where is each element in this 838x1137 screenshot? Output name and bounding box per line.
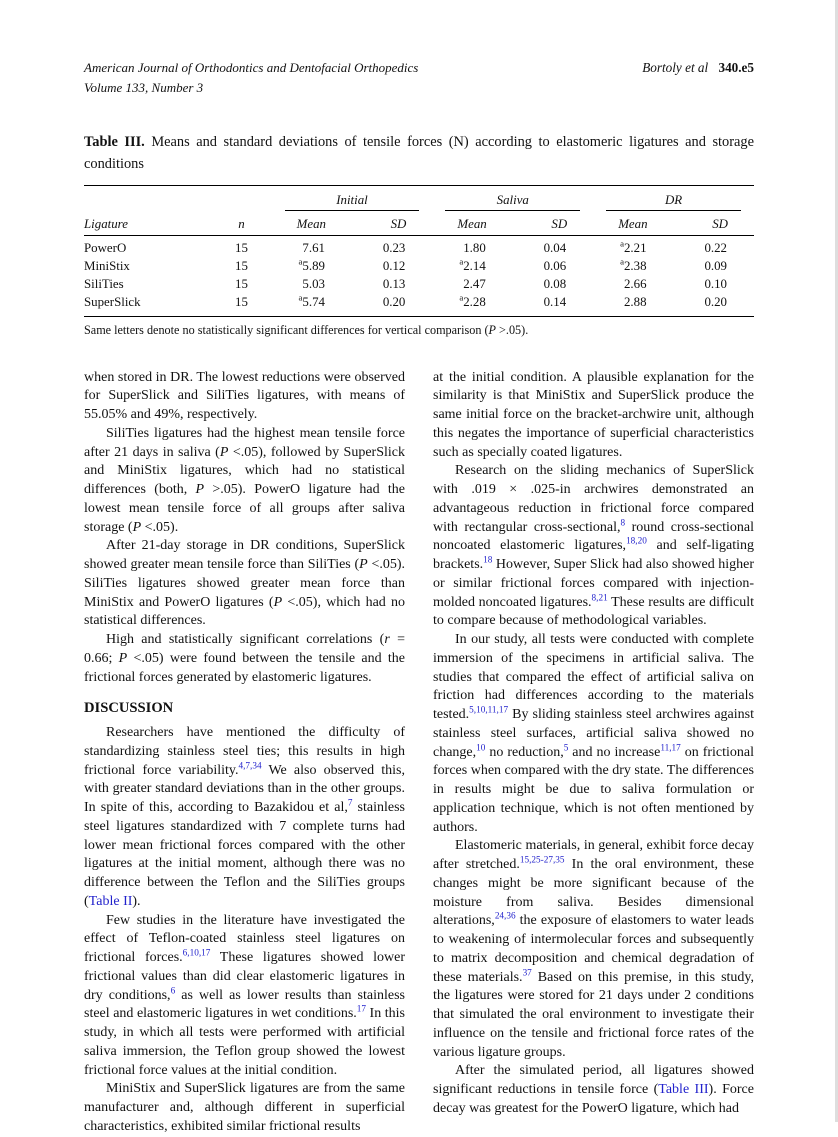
page-number: 340.e5 (718, 60, 754, 75)
value-cell: $^a$2.38 (620, 256, 647, 273)
citation-link[interactable]: 24,36 (494, 910, 516, 921)
value-cell: 0.08 (543, 276, 567, 291)
table-group-header-row (84, 185, 754, 212)
col-header-mean-dr: Mean (593, 212, 673, 236)
statistic-symbol: P (219, 444, 229, 460)
table-iii (84, 185, 754, 317)
sample-size-cell: 15 (235, 276, 248, 291)
value-cell: 0.20 (382, 294, 406, 309)
body-column-right (433, 369, 754, 1137)
significance-letter: a (620, 238, 624, 249)
significance-letter: a (298, 256, 303, 267)
citation-link[interactable]: 4,7,34 (238, 759, 262, 770)
statistic-symbol: P (132, 519, 142, 535)
paragraph: High and statistically significant correlations (r = 0.66; P <.05) were found between the tensile and the frictional forces generated by elastomeric ligatures. (84, 632, 405, 685)
table-crossref-link[interactable]: Table III (658, 1082, 709, 1098)
group-saliva (432, 185, 593, 212)
section-heading: DISCUSSION (84, 700, 174, 717)
value-cell: 0.06 (543, 258, 567, 273)
table-row (84, 293, 754, 316)
paragraph: SiliTies ligatures had the highest mean tensile force after 21 days in saliva (P <.05), followed by SuperSlick and MiniStix ligatures, which had no statistical differences (both, P >.05). PowerO ligature had the lowest mean tensile force of all groups after saliva storage (P <.05). (84, 425, 406, 535)
paragraph: MiniStix and SuperSlick ligatures are from the same manufacturer and, although different in superficial characteristics, exhibited similar frictional results (84, 1081, 405, 1134)
group-dr-label: DR (606, 193, 741, 211)
citation-link[interactable]: 8,21 (591, 592, 608, 603)
sample-size-cell: 15 (235, 258, 248, 273)
col-header-mean-initial: Mean (272, 212, 352, 236)
sample-size-cell: 15 (235, 240, 248, 255)
group-initial-label: Initial (285, 193, 420, 211)
significance-letter: a (620, 256, 624, 267)
table-footnote: Same letters denote no statistically significant differences for vertical comparison (P >.05). (84, 322, 529, 337)
value-cell: 0.22 (704, 240, 727, 255)
ligature-name-cell: MiniStix (84, 258, 130, 273)
table-crossref-link[interactable]: Table II (88, 893, 133, 909)
citation-link[interactable]: 5 (563, 742, 569, 753)
group-initial (272, 185, 433, 212)
ligature-name-cell: PowerO (84, 240, 127, 255)
table-row (84, 257, 754, 275)
significance-letter: a (459, 292, 464, 303)
journal-title: American Journal of Orthodontics and Dentofacial Orthopedics (84, 60, 419, 75)
table-row (84, 275, 754, 293)
ligature-name-cell: SuperSlick (84, 294, 141, 309)
paragraph: Research on the sliding mechanics of SuperSlick with .019 × .025-in archwires demonstrated an advantageous reduction in frictional force compared with rectangular cross-sectional,$^8$ round cross-sectional noncoated elastomeric ligatures,$^{18,20}$ and self-ligating brackets.$^{18}$ However, Super Slick had also showed higher or similar frictional forces compared with injection-molded noncoated ligatures.$^{8,21}$ These results are difficult to compare because of methodological variables. (433, 463, 754, 629)
running-authors: Bortoly et al (642, 60, 709, 75)
col-header-ligature: Ligature (84, 212, 211, 236)
citation-link[interactable]: 7 (347, 797, 353, 808)
paragraph: Researchers have mentioned the difficulty of standardizing stainless steel ties; this results in high frictional force variability.$^{4,7,34}$ We also observed this, with greater standard deviations than in the other groups. In spite of this, according to Bazakidou et al,$^7$ stainless steel ligatures standardized with 7 complete turns had lower mean frictional forces compared with the other ligatures at the initial moment, although there was no difference between the Teflon and the SiliTies groups (Table II). (84, 725, 405, 909)
significance-letter: a (298, 292, 303, 303)
value-cell: 7.61 (302, 240, 325, 255)
journal-info (84, 58, 418, 97)
paragraph: After the simulated period, all ligatures showed significant reductions in tensile force (Table III). Force decay was greatest for the PowerO ligature, which had (433, 1063, 754, 1116)
statistic-symbol: r (384, 632, 390, 648)
value-cell: 2.88 (623, 294, 647, 309)
value-cell: $^a$2.14 (459, 256, 486, 273)
value-cell: 0.10 (704, 276, 727, 291)
citation-link[interactable]: 6,10,17 (182, 947, 211, 958)
citation-link[interactable]: 37 (522, 967, 532, 978)
value-cell: 5.03 (302, 276, 325, 291)
value-cell: 0.13 (382, 276, 406, 291)
body-columns (84, 369, 754, 1137)
value-cell: $^a$2.28 (459, 292, 486, 309)
paragraph: when stored in DR. The lowest reductions were observed for SuperSlick and SiliTies ligatures, with means of 55.05% and 49%, respectively. (84, 369, 405, 423)
col-header-sd-dr: SD (674, 212, 754, 236)
statistic-symbol: P (359, 557, 368, 573)
value-cell: $^a$5.89 (298, 256, 325, 273)
citation-link[interactable]: 6 (170, 984, 176, 995)
paragraph: After 21-day storage in DR conditions, SuperSlick showed greater mean tensile force than SiliTies (P <.05). SiliTies ligatures showed greater mean force than MiniStix and PowerO ligatures (P <.05), which had no statistical differences. (84, 538, 406, 629)
value-cell: 2.47 (463, 276, 486, 291)
value-cell: 0.20 (704, 294, 727, 309)
value-cell: 0.04 (543, 240, 567, 255)
statistic-symbol: P (195, 482, 205, 498)
citation-link[interactable]: 18,20 (626, 535, 647, 546)
table-row (84, 235, 754, 257)
paragraph: In our study, all tests were conducted with complete immersion of the specimens in artificial saliva. The studies that compared the effect of artificial saliva on friction had differences according to the materials tested.$^{5,10,11,17}$ By sliding stainless steel archwires against stainless steel surfaces, artificial saliva showed no change,$^{10}$ no reduction,$^5$ and no increase$^{11,17}$ on frictional forces when compared with the dry state. The differences in results might be due to saliva formulation or application technique, which is not often mentioned by authors. (433, 632, 754, 835)
paragraph: Few studies in the literature have investigated the effect of Teflon-coated stainless steel ligatures on frictional forces.$^{6,10,17}$ These ligatures showed lower frictional values than did clear elastomeric ligatures in dry conditions,$^6$ as well as lower results than stainless steel and elastomeric ligatures in wet conditions.$^{17}$ In this study, in which all tests were performed with artificial saliva immersion, the Teflon group showed the lowest frictional force values at the initial condition. (84, 912, 406, 1078)
sample-size-cell: 15 (235, 294, 248, 309)
statistic-symbol: P (118, 650, 128, 666)
table-caption (84, 131, 754, 176)
citation-link[interactable]: 11,17 (660, 742, 681, 753)
value-cell: 0.12 (382, 258, 406, 273)
value-cell: 0.14 (543, 294, 567, 309)
table-label: Table III. (84, 134, 145, 150)
statistic-symbol: P (488, 322, 496, 337)
ligature-name-cell: SiliTies (84, 276, 124, 291)
statistic-symbol: P (273, 594, 283, 610)
table-caption-text: Means and standard deviations of tensile forces (N) according to elastomeric ligatures and storage conditions (84, 134, 755, 173)
citation-link[interactable]: 8 (620, 517, 626, 528)
paragraph: at the initial condition. A plausible explanation for the similarity is that MiniStix and SuperSlick produce the same initial force on the bracket-archwire unit, although this negates the importance of superficial characteristics such as specially coated ligatures. (433, 369, 754, 460)
value-cell: 2.66 (623, 276, 647, 291)
group-saliva-label: Saliva (445, 193, 580, 211)
group-dr (593, 185, 754, 212)
value-cell: $^a$5.74 (298, 292, 325, 309)
significance-letter: a (459, 256, 464, 267)
paragraph: Elastomeric materials, in general, exhibit force decay after stretched.$^{15,25-27,35}$ In the oral environment, these changes might be more significant because of the moisture from saliva. Besides dimensional alterations,$^{24,36}$ the exposure of elastomers to water leads to weakening of intermolecular forces and subsequently to matrix decomposition and chemical degradation of these materials.$^{37}$ Based on this premise, in this study, the ligatures were stored for 21 days under 2 conditions that simulated the oral environment to investigate their influence on the tensile and frictional force rates of the various ligature groups. (433, 838, 754, 1060)
value-cell: $^a$2.21 (620, 238, 647, 255)
table-header-row (84, 212, 754, 236)
group-spacer (84, 185, 272, 212)
citation-link[interactable]: 15,25-27,35 (519, 854, 565, 865)
col-header-mean-saliva: Mean (432, 212, 512, 236)
value-cell: 0.23 (382, 240, 406, 255)
value-cell: 1.80 (463, 240, 486, 255)
col-header-sd-saliva: SD (513, 212, 593, 236)
citation-link[interactable]: 17 (356, 1003, 367, 1014)
journal-issue: Volume 133, Number 3 (84, 79, 204, 95)
citation-link[interactable]: 10 (476, 742, 486, 753)
value-cell: 0.09 (704, 258, 727, 273)
col-header-n: n (211, 212, 271, 236)
citation-link[interactable]: 18 (483, 554, 493, 565)
page-header (84, 58, 754, 97)
running-head-right (642, 58, 754, 78)
citation-link[interactable]: 5,10,11,17 (469, 704, 509, 715)
col-header-sd-initial: SD (352, 212, 432, 236)
body-column-left (84, 369, 405, 1137)
